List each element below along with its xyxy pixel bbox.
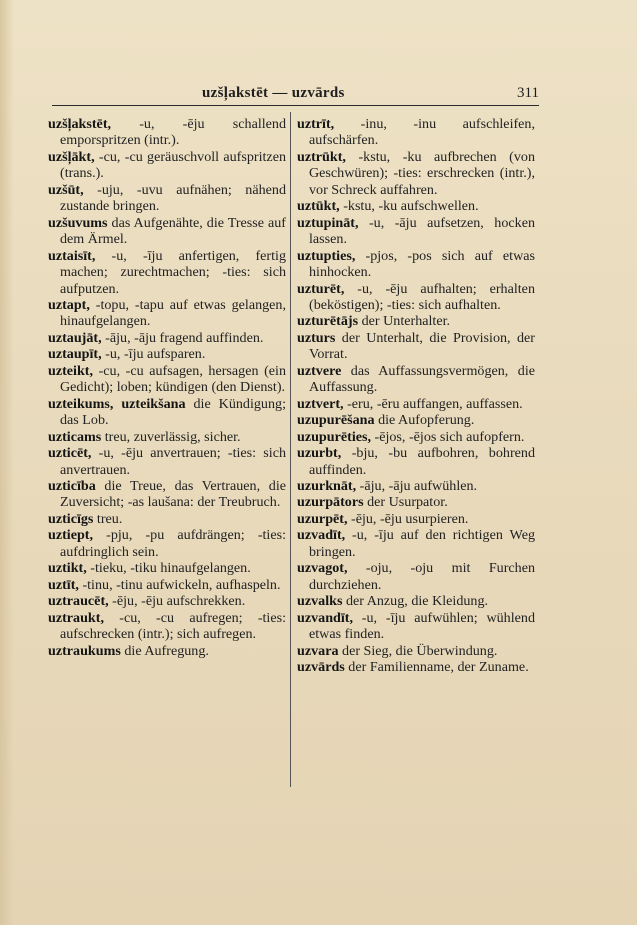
entry-definition: -ēju, -ēju usurpieren. [347, 510, 469, 527]
dictionary-entry [297, 363, 535, 396]
entry-headword: uzteikums, uzteikšana [48, 395, 186, 412]
entry-definition: -āju, -āju fragend auffinden. [101, 329, 264, 346]
dictionary-entry [297, 659, 535, 675]
entry-definition: -eru, -ēru auffangen, auffassen. [343, 395, 523, 412]
dictionary-entry [297, 610, 535, 643]
entry-definition: -bju, -bu aufbohren, bohrend auffinden. [309, 445, 535, 478]
entry-definition: -topu, -tapu auf etwas gelangen, hinaufgelangen. [60, 296, 286, 330]
dictionary-entry [297, 478, 535, 494]
entry-definition: -u, -īju anfertigen, fertig machen; zurechtmachen; -ties: sich aufputzen. [60, 247, 286, 297]
dictionary-entry [48, 248, 286, 297]
entry-definition: -cu, -cu aufsagen, hersagen (ein Gedicht); loben; kündigen (den Dienst). [60, 362, 286, 396]
entry-definition: -kstu, -ku aufbrechen (von Geschwüren); -ties: erschrecken (intr.), vor Schreck auffahren. [309, 148, 535, 198]
dictionary-entry [297, 593, 535, 609]
entry-definition: der Unterhalter. [358, 313, 451, 330]
entry-headword: uzšļākt, [48, 148, 95, 165]
dictionary-entry [48, 396, 286, 429]
dictionary-entry [48, 478, 286, 511]
entry-headword: uzurbt, [297, 445, 342, 462]
entry-definition: -ēju, -ēju aufschrekken. [108, 593, 246, 610]
entry-headword: uztvert, [297, 395, 344, 412]
dictionary-entry [297, 281, 535, 314]
dictionary-entry [297, 643, 535, 659]
entry-definition: -kstu, -ku aufschwellen. [339, 198, 479, 215]
entry-definition: -tinu, -tinu aufwickeln, aufhaspeln. [78, 576, 281, 593]
entry-definition: der Sieg, die Überwindung. [338, 642, 498, 659]
entry-headword: uztīt, [48, 576, 79, 593]
entry-headword: uzurpēt, [297, 510, 348, 527]
dictionary-entry [297, 429, 535, 445]
dictionary-entry [48, 527, 286, 560]
dictionary-entry [48, 215, 286, 248]
entry-headword: uzturētājs [297, 313, 359, 330]
right-column [297, 116, 535, 675]
entry-headword: uzturēt, [297, 280, 345, 297]
dictionary-entry [48, 560, 286, 576]
entry-headword: uzupurēšana [297, 412, 375, 429]
entry-definition: der Usurpator. [363, 494, 448, 511]
running-head: uzšļakstēt — uzvārds [202, 85, 345, 101]
entry-headword: uztrīt, [297, 116, 335, 132]
entry-definition: die Aufregung. [120, 642, 209, 659]
entry-headword: uzvadīt, [297, 527, 346, 544]
entry-definition: -u, -īju aufwühlen; wühlend etwas finden. [309, 609, 535, 643]
entry-definition: -u, -ēju aufhalten; erhalten (beköstigen); -ties: sich aufhalten. [309, 280, 535, 313]
entry-definition: -pju, -pu aufdrängen; -ties: aufdringlich sein. [60, 527, 286, 560]
entry-headword: uztupties, [297, 247, 356, 264]
dictionary-entry [297, 511, 535, 527]
entry-definition: -u, -ēju schallend emporspritzen (intr.). [60, 116, 286, 149]
entry-definition: die Kündigung; das Lob. [60, 395, 286, 429]
entry-headword: uzticība [48, 477, 96, 494]
dictionary-entry [48, 577, 286, 593]
dictionary-entry [297, 494, 535, 510]
page-header [52, 85, 539, 106]
entry-headword: uztraukums [48, 642, 121, 659]
dictionary-entry [297, 396, 535, 412]
entry-definition: -āju, -āju aufwühlen. [356, 477, 478, 494]
entry-headword: uzturs [297, 329, 336, 346]
entry-definition: -u, -ēju anvertrauen; -ties: sich anvertrauen. [60, 445, 286, 478]
dictionary-entry [297, 313, 535, 329]
entry-definition: -cu, -cu aufregen; -ties: aufschrecken (intr.); sich aufregen. [60, 609, 286, 643]
entry-headword: uzvandīt, [297, 609, 353, 626]
entry-headword: uztupināt, [297, 214, 359, 231]
entry-definition: das Aufgenähte, die Tresse auf dem Ärmel. [60, 214, 286, 248]
dictionary-entry [48, 445, 286, 478]
left-column [48, 116, 286, 659]
entry-definition: treu, zuverlässig, sicher. [101, 428, 241, 445]
entry-definition: der Unterhalt, die Provision, der Vorrat. [309, 329, 535, 363]
entry-headword: uztaujāt, [48, 329, 102, 346]
dictionary-entry [297, 445, 535, 478]
entry-definition: -tieku, -tiku hinaufgelangen. [86, 560, 251, 577]
entry-headword: uztaupīt, [48, 346, 102, 363]
entry-headword: uzvalks [297, 593, 343, 610]
entry-headword: uzšļakstēt, [48, 116, 112, 132]
dictionary-entry [48, 429, 286, 445]
dictionary-entry [48, 346, 286, 362]
entry-headword: uztraucēt, [48, 593, 109, 610]
dictionary-entry [48, 643, 286, 659]
dictionary-entry [48, 511, 286, 527]
entry-definition: die Aufopferung. [374, 412, 475, 429]
entry-headword: uzurpātors [297, 494, 364, 511]
dictionary-entry [297, 412, 535, 428]
entry-headword: uzvārds [297, 658, 345, 675]
dictionary-entry [297, 248, 535, 281]
entry-definition: der Familienname, der Zuname. [344, 658, 529, 675]
dictionary-entry [48, 330, 286, 346]
page-number: 311 [517, 85, 539, 101]
dictionary-entry [48, 116, 286, 149]
entry-headword: uzvagot, [297, 560, 348, 577]
entry-headword: uzurknāt, [297, 477, 357, 494]
entry-definition: -uju, -uvu aufnähen; nähend zustande bringen. [60, 181, 286, 215]
column-divider [290, 112, 291, 787]
entry-definition: -u, -īju aufsparen. [101, 346, 206, 363]
dictionary-entry [297, 198, 535, 214]
dictionary-entry [48, 363, 286, 396]
dictionary-entry [48, 149, 286, 182]
dictionary-entry [48, 593, 286, 609]
dictionary-entry [297, 116, 535, 149]
entry-headword: uztraukt, [48, 609, 104, 626]
entry-definition: -cu, -cu geräuschvoll aufspritzen (trans.). [60, 148, 286, 182]
entry-headword: uztūkt, [297, 198, 340, 215]
entry-headword: uzvara [297, 642, 339, 659]
dictionary-entry [48, 610, 286, 643]
dictionary-entry [297, 215, 535, 248]
entry-headword: uzteikt, [48, 362, 94, 379]
entry-definition: -pjos, -pos sich auf etwas hinhocken. [309, 247, 535, 281]
entry-headword: uzticīgs [48, 510, 94, 527]
entry-definition: das Auffassungsvermögen, die Auffassung. [309, 362, 535, 396]
entry-headword: uztaisīt, [48, 247, 96, 264]
entry-headword: uzticams [48, 428, 102, 445]
dictionary-entry [297, 149, 535, 198]
entry-definition: -u, -īju auf den richtigen Weg bringen. [309, 527, 535, 560]
entry-headword: uztrūkt, [297, 148, 346, 165]
dictionary-entry [48, 182, 286, 215]
dictionary-entry [297, 527, 535, 560]
entry-headword: uzticēt, [48, 445, 92, 462]
entry-definition: die Treue, das Vertrauen, die Zuversicht; -as laušana: der Treubruch. [60, 477, 286, 511]
dictionary-entry [48, 297, 286, 330]
entry-definition: -ējos, -ējos sich aufopfern. [371, 428, 525, 445]
entry-definition: -u, -āju aufsetzen, hocken lassen. [309, 214, 535, 248]
entry-headword: uztapt, [48, 296, 90, 313]
entry-headword: uztikt, [48, 560, 87, 577]
entry-definition: der Anzug, die Kleidung. [342, 593, 489, 610]
entry-headword: uzšuvums [48, 214, 108, 231]
dictionary-entry [297, 330, 535, 363]
entry-definition: -inu, -inu aufschleifen, aufschärfen. [309, 116, 535, 149]
entry-headword: uztvere [297, 362, 342, 379]
entry-headword: uzšūt, [48, 181, 84, 198]
entry-headword: uztiept, [48, 527, 94, 544]
entry-headword: uzupurēties, [297, 428, 371, 445]
entry-definition: -oju, -oju mit Furchen durchziehen. [309, 560, 535, 593]
dictionary-entry [297, 560, 535, 593]
entry-definition: treu. [93, 510, 123, 527]
